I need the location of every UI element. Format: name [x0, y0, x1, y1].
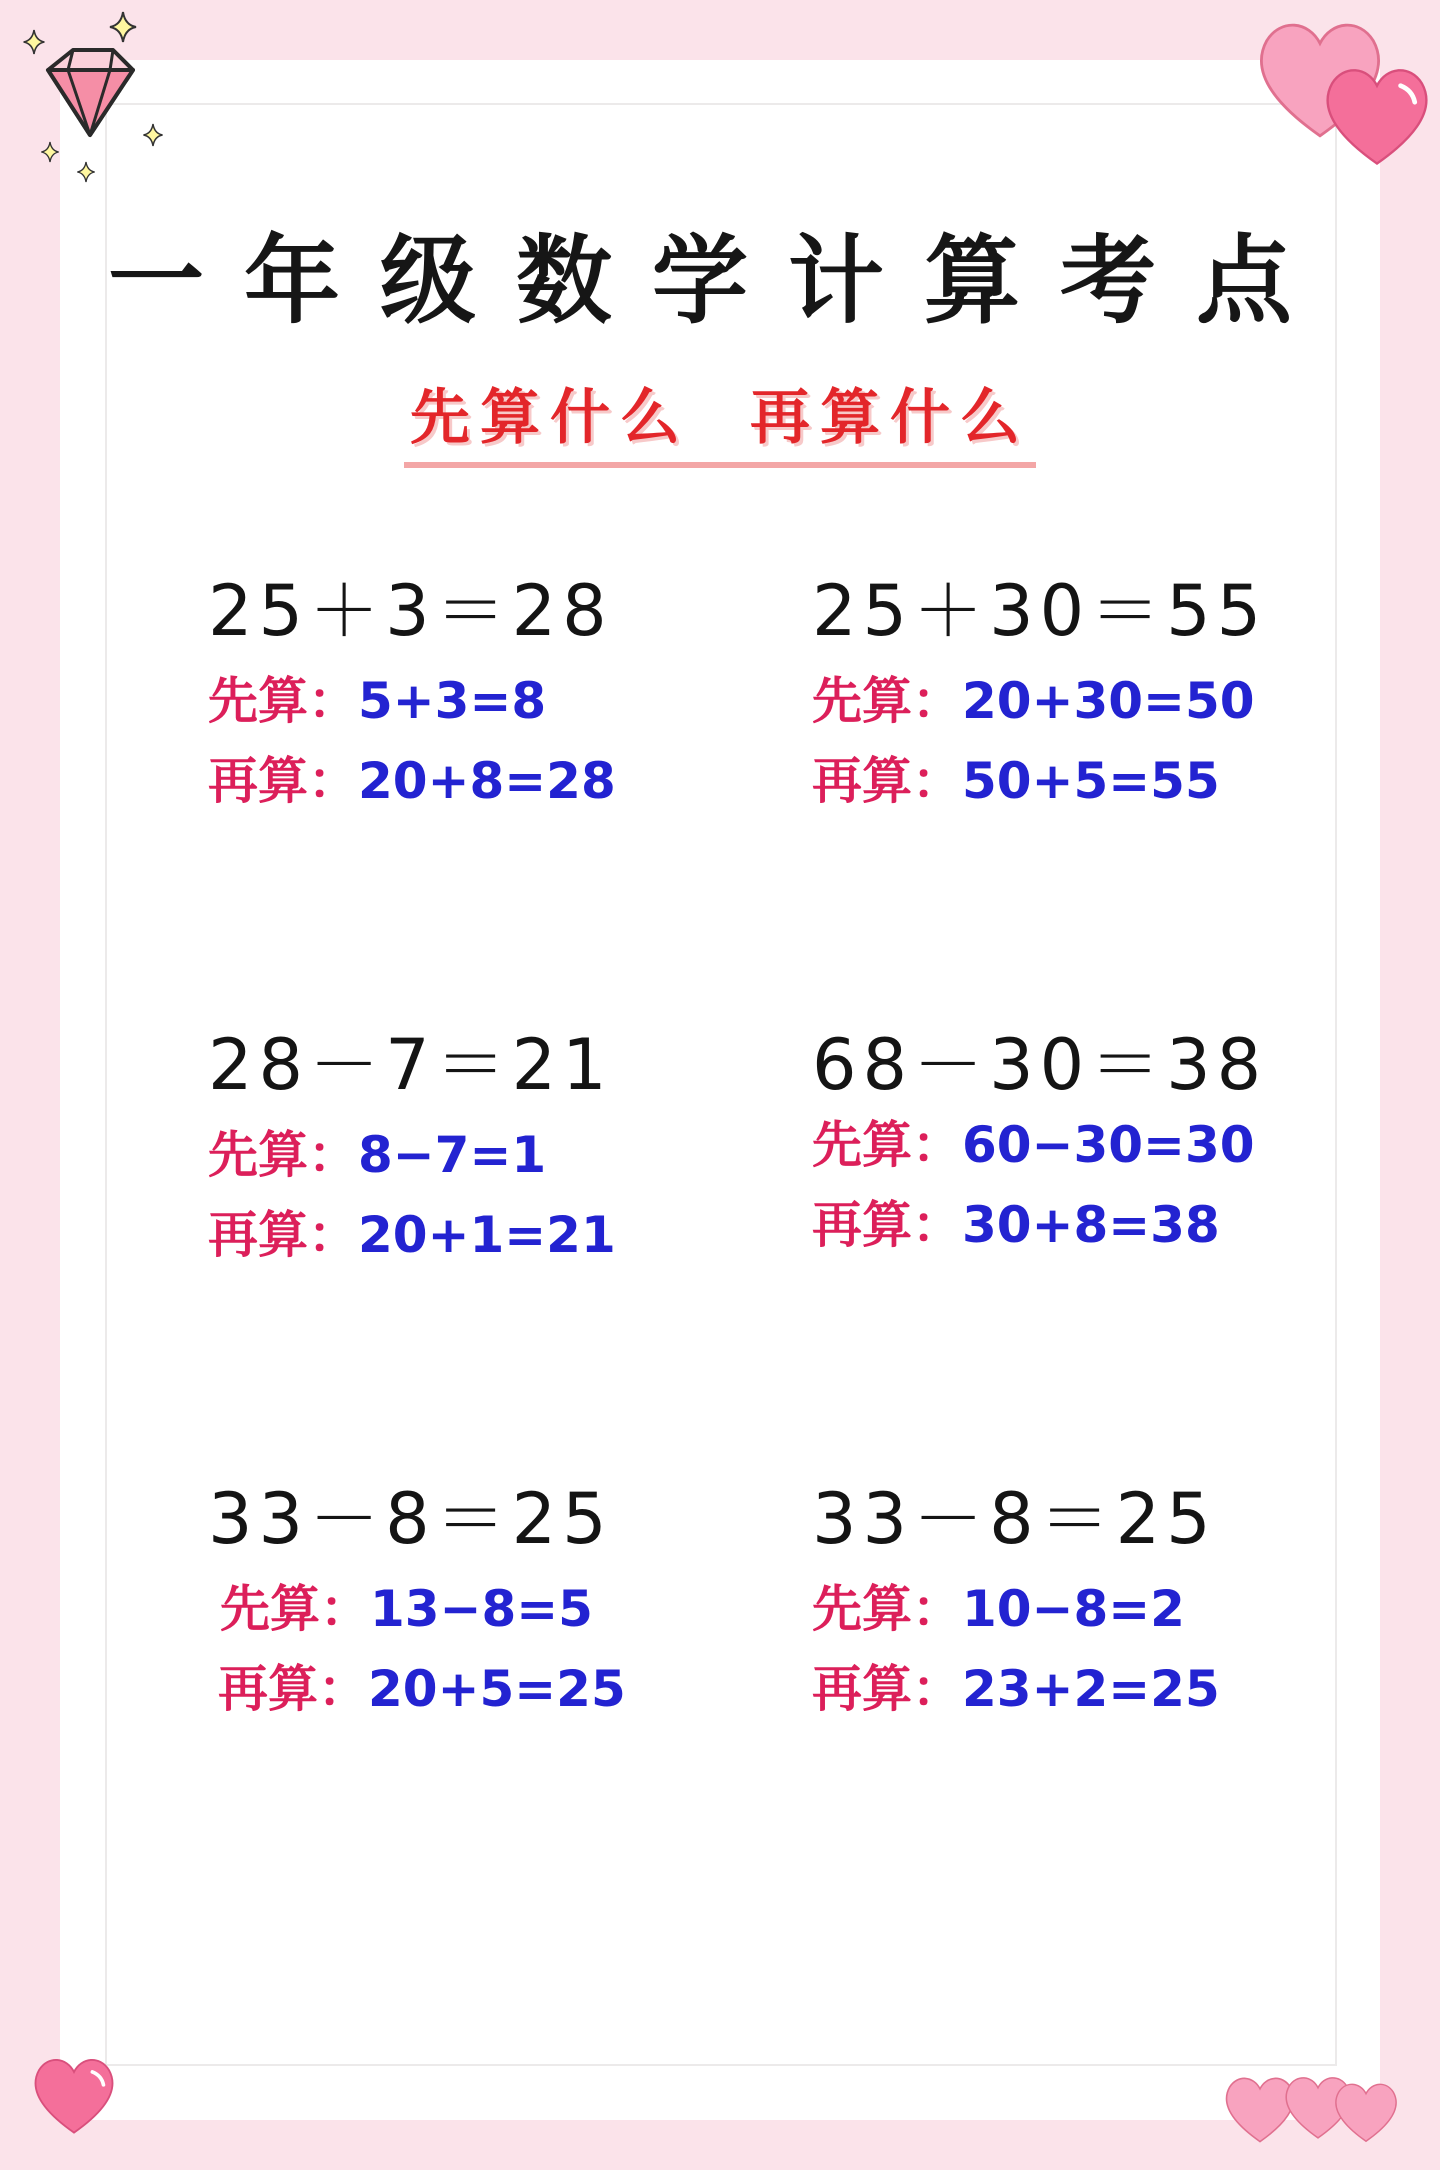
- second-step-expression: 20+1=21: [358, 1206, 616, 1264]
- second-step-expression: 20+5=25: [368, 1660, 626, 1718]
- second-step: [812, 1654, 1372, 1724]
- heart-icon: [1318, 58, 1436, 170]
- sparkle-icon: [76, 160, 96, 184]
- problem-card: [208, 566, 768, 816]
- second-step: [208, 746, 768, 816]
- subtitle-part-1: 先算什么: [410, 383, 690, 453]
- first-step-expression: 8−7=1: [358, 1126, 547, 1184]
- second-step-expression: 50+5=55: [962, 752, 1220, 810]
- page-subtitle: [0, 370, 1440, 468]
- problem-card: [208, 1474, 768, 1724]
- problem-equation: 33－8＝25: [208, 1478, 613, 1560]
- second-step-label: 再算：: [812, 1196, 962, 1254]
- problem-card: [812, 566, 1372, 816]
- problem-card: [812, 1474, 1372, 1724]
- second-step-expression: 20+8=28: [358, 752, 616, 810]
- first-step: [208, 666, 768, 736]
- problem-equation: 28－7＝21: [208, 1024, 613, 1106]
- first-step-expression: 5+3=8: [358, 672, 547, 730]
- second-step-label: 再算：: [812, 752, 962, 810]
- second-step-expression: 30+8=38: [962, 1196, 1220, 1254]
- first-step-expression: 20+30=50: [962, 672, 1255, 730]
- second-step: [812, 1190, 1372, 1260]
- problem-equation: 68－30＝38: [812, 1024, 1268, 1106]
- first-step: [812, 1574, 1372, 1644]
- second-step-expression: 23+2=25: [962, 1660, 1220, 1718]
- first-step-expression: 10−8=2: [962, 1580, 1185, 1638]
- second-step: [208, 1200, 768, 1270]
- second-step-label: 再算：: [208, 1206, 358, 1264]
- problem-equation: 25＋3＝28: [208, 570, 613, 652]
- problem-equation: 33－8＝25: [812, 1478, 1217, 1560]
- diamond-icon: [28, 40, 148, 150]
- sparkle-icon: [22, 28, 46, 56]
- first-step-expression: 13−8=5: [370, 1580, 593, 1638]
- second-step: [208, 1654, 768, 1724]
- first-step-label: 先算：: [220, 1580, 370, 1638]
- subtitle-underlined: [404, 370, 1036, 468]
- first-step-label: 先算：: [812, 672, 962, 730]
- second-step-label: 再算：: [812, 1660, 962, 1718]
- problem-equation: 25＋30＝55: [812, 570, 1268, 652]
- first-step: [812, 1110, 1372, 1180]
- first-step-expression: 60−30=30: [962, 1116, 1255, 1174]
- first-step-label: 先算：: [812, 1116, 962, 1174]
- subtitle-part-2: 再算什么: [750, 383, 1030, 453]
- second-step-label: 再算：: [208, 752, 358, 810]
- first-step-label: 先算：: [208, 672, 358, 730]
- second-step: [812, 746, 1372, 816]
- second-step-label: 再算：: [218, 1660, 368, 1718]
- sparkle-icon: [142, 122, 164, 148]
- sparkle-icon: [40, 140, 60, 164]
- problem-card: [208, 1020, 768, 1270]
- first-step-label: 先算：: [812, 1580, 962, 1638]
- heart-icon: [28, 2050, 120, 2138]
- heart-icon: [1330, 2076, 1402, 2146]
- first-step: [208, 1120, 768, 1190]
- first-step-label: 先算：: [208, 1126, 358, 1184]
- problem-card: [812, 1020, 1372, 1260]
- first-step: [812, 666, 1372, 736]
- first-step: [208, 1574, 768, 1644]
- sparkle-icon: [108, 10, 138, 44]
- page-title: 一年级数学计算考点: [108, 225, 1332, 337]
